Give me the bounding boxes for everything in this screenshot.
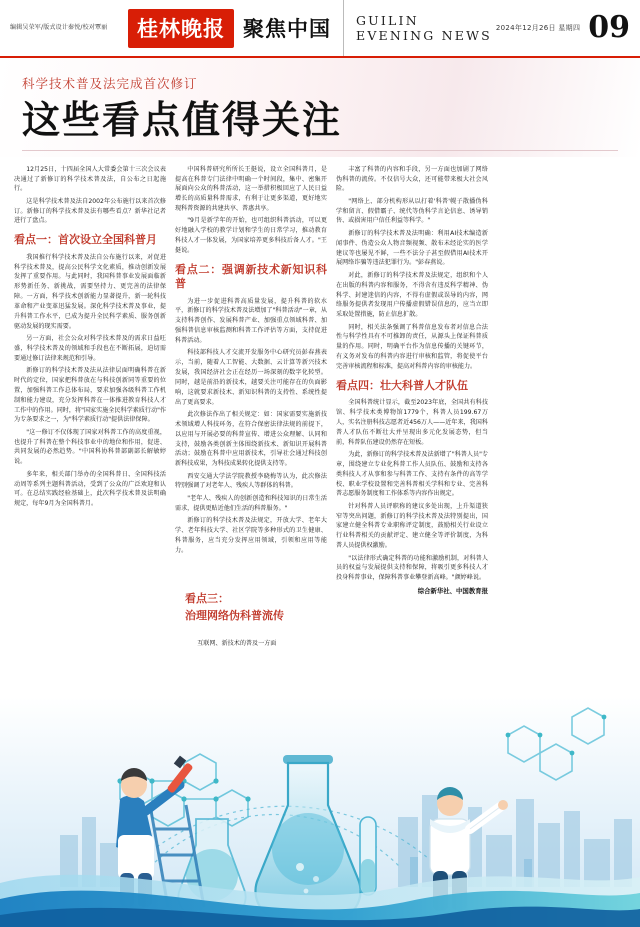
paragraph: 12月25日，十四届全国人大常委会第十三次会议表决通过了新修订的科学技术普及法，自公布之日起施行。 bbox=[14, 165, 166, 193]
paragraph: "以法律形式确定科普的功能和激励机制，对科普人员的权益与发展提供支持和保障，将吸引更多科技人才投身科普事业，保障科普事业攀登新高峰。"颜婷峰说。 bbox=[336, 554, 488, 582]
subheading-point-1: 看点一：首次设立全国科普月 bbox=[14, 233, 157, 247]
paragraph: "网络上、部分机构形从以打着'科普'幌子散播伪科学和留言、假借霸子、统代等伪科学言论信息、诱导销售、或损害用户信任利益等科学。" bbox=[336, 197, 488, 225]
paragraph: 针对科普人员评职称的建议多处出现，上升渠道狭窄等突出问题，新修订的科学技术普及法特别提出，国家建立健全科普专业职称评定制度，鼓励相关行业设立行业科普相关的贡献评定、建立健全等评价制度，为科普人员提供权激励。 bbox=[336, 502, 488, 550]
headline-divider bbox=[22, 150, 618, 151]
column-3 bbox=[336, 165, 488, 599]
paragraph: 同时，相关法条强调了科普信息发布者对信息合法性与科学性具有不可推卸的责任，从源头上保证科普质量的作用。同时，明确平台作为信息传播的关键环节，有义务对发布的科普内容进行审核和监管，将促使平台完善审核流程和标准，提高对科普内容的审核能力。 bbox=[336, 323, 488, 371]
masthead bbox=[0, 0, 640, 58]
paragraph: 丰富了科普的内容和手段，另一方面也加剧了网络伪科普的流传。不仅信号大众，还可能带来极大社会风险。 bbox=[336, 165, 488, 193]
section-title: 聚焦中国 bbox=[243, 16, 331, 41]
paragraph: 西安交通大学法学院教授李晓梅等认为，此次修法特别强调了对老年人、残疾人等群体的科普。 bbox=[175, 472, 327, 490]
paragraph: 此次修法作出了相关规定：如：国家需要实施新技术领域增人科技环务，在符合保密法律法规的前提下，以应用与开展必要的科普宣传、增进公众理解、认同和支持，鼓励各类创新主体围绕新技术、新知识开展科普活动；鼓励在科普中应用新技术，引导社会通过科技创新科技成果，为科技成果转化提供支持等。 bbox=[175, 410, 327, 468]
paragraph: 新修订的科学技术普及法从法律层面明确科普在新时代的定位，国家把科普放在与科技创新同等重要的位置，加强科普工作总体布局，要求加强各级科普工作机制和能力建设，充分发挥科普在一体推进教育科技人才工作中的作用。同时，将"国家实施全民科学素质行动"作为专条要求之一，为"科学素质行动"提供法律保障。 bbox=[14, 367, 166, 424]
paragraph: 对此，新修订的科学技术普及法规定，组织和个人在出版的科普内容和服务，不得含有违反科学精神、伪科学、封建迷信的内容，不得有虚假或误导的内容，网络服务提供者发现用户传播虚假错误信息的，应当立即采取处置措施，防止信息扩散。 bbox=[336, 271, 488, 319]
paragraph: 为此，新修订的科学技术普及法新增了"科普人员"专章，围绕建立专业化科普工作人员队伍、鼓励和支持各类科技人才从事和参与科普工作、支持有条件的高等学校、职业学校设置和完善科普相关学科和专业、完善科普志愿服务制度和工作体系等内容作出规定。 bbox=[336, 450, 488, 498]
subheading-point-3-block bbox=[185, 592, 335, 649]
subheading-point-3-line2: 治理网络伪科普流传 bbox=[185, 608, 284, 622]
paragraph: 另一方面，社会公众对科学技术普及的需求日益旺盛，科学技术普及的领域和手段也在不断拓展，迫切需要通过修订法律来规范和引导。 bbox=[14, 335, 166, 362]
page-title: 这些看点值得关注 bbox=[22, 97, 343, 142]
subheading-point-4: 看点四：壮大科普人才队伍 bbox=[336, 378, 468, 392]
paragraph: "这一修订不仅体现了国家对科普工作的高度重视，也提升了科普在整个科技事业中的地位和作用，促进、共同发展的必然趋势。"中国科协科普部副部长解敏婷说。 bbox=[14, 428, 166, 466]
paragraph: 新修订的科学技术普及法规定，开放大学、老年大学、老年科技大学、社区学院等多种形式的卫生健康、科普服务，应当充分发挥应用领域，引领和应用等能力。 bbox=[175, 517, 327, 554]
paragraph: 中国科普研究所所长王挺说，设立全国科普月，是提高在科普专门法律中明确一个时间段，集中、密集开展面向公众的科普活动，这一举措积极回应了人民日益增长的高质量科普需求，有利于让更多渠道，更好地实现科普资源的共建共享、普惠共享。 bbox=[175, 165, 327, 213]
masthead-credits: 编辑吴荣军/版式设计秦悦/校对覃丽 bbox=[10, 23, 108, 31]
article-columns bbox=[0, 157, 640, 599]
paragraph: 我国推行科学技术普及法自公布施行以来，对促进科学技术普及，提高公民科学文化素质，推动创新发展发挥了重要作用。与此同时，我国科普事业发展面临新形势新任务、新挑战，需要坚持力、更完善的法律保障。一方面，科学技术创新能力显著提升，新一轮科技革命和产业变革迅猛发展。深化科学技术普及事业，提升科普工作水平，已成为提升全民科学素质、服务创新驱动发展的现实需要。 bbox=[14, 253, 166, 330]
page-number: 09 bbox=[588, 10, 630, 45]
masthead-date: 2024年12月26日 星期四 bbox=[495, 24, 581, 32]
newspaper-logo: 桂林晚报 bbox=[128, 9, 234, 48]
paragraph: "9月是新学年的开始，也可组织科普活动，可以更好地融入学校的教学计划和学生的日常学习，推动教育科技人才一体发展，为国家培养更多科技后备人才。"王挺说。 bbox=[175, 217, 327, 255]
paragraph: 全国科普统计显示，截至2023年底，全国共有科技馆、科学技术类博物馆1779个，科普人员199.67万人，实名注册科技志愿者近456万人——近年来，我国科普人才队伍不断壮大并呈现出多元化发展态势，但当前，科普队伍建设仍然存在短板。 bbox=[336, 399, 488, 446]
paragraph: 新修订的科学技术普及法明确：利用AI技术编造新闻事件、伪造公众人物音频视频、散布未经论实的医学建议等也屡见不鲜，一些不法分子甚至假借用AI技术开展网络诈骗等违法犯罪行为。"彭春燕说。 bbox=[336, 229, 488, 267]
paragraph: 为进一步促进科普高质量发展，提升科普的软水平，新修订的科学技术普及法增加了"科普活动"一章，从支持科普创作、发展科普产业、加强重点领域科普、加强科普信息审核监测和科普工作评估等方面，支持促进科普活动。 bbox=[175, 297, 327, 344]
paragraph: 互联网、新技术的普及一方面 bbox=[197, 639, 277, 647]
subheading-point-2: 看点二：强调新技术新知识科普 bbox=[175, 262, 327, 291]
column-2 bbox=[175, 165, 327, 599]
headline-block bbox=[0, 58, 640, 157]
column-1 bbox=[14, 165, 166, 599]
paragraph: "老年人、残疾人的创新创造和科技知识的日常生活需求，提供更贴近他们生活的科普服务。" bbox=[175, 494, 327, 512]
masthead-english-name: GUILIN EVENING NEWS bbox=[343, 0, 496, 56]
paragraph: 多年来，相关部门举办的全国科普日、全国科技活动周等系列主题科普活动，受到了公众的广泛欢迎和认可。在总结实践经验基础上，此次科学技术普及法明确规定，每年9月为全国科普月。 bbox=[14, 470, 166, 508]
kicker: 科学技术普及法完成首次修订 bbox=[22, 76, 198, 91]
paragraph: 这是科学技术普及法自2002年公布施行以来首次修订。新修订的科学技术普及法有哪些看点？新华社记者进行了盘点。 bbox=[14, 197, 166, 225]
paragraph: 科技部科技人才交流开发服务中心研究员彭春燕表示，当前，随着人工智能、大数据、云计算等新兴技术发展，我国经济社会正在经历一场深刻的数字化转型。同时，越是前沿的新技术，越要关注可能存在的负面影响，这就要求新技术、新知识科普的支持性、系统性提出了更高要求。 bbox=[175, 349, 327, 406]
byline: 综合新华社、中国教育报 bbox=[417, 586, 488, 595]
subheading-point-3-line1: 看点三： bbox=[185, 592, 229, 605]
